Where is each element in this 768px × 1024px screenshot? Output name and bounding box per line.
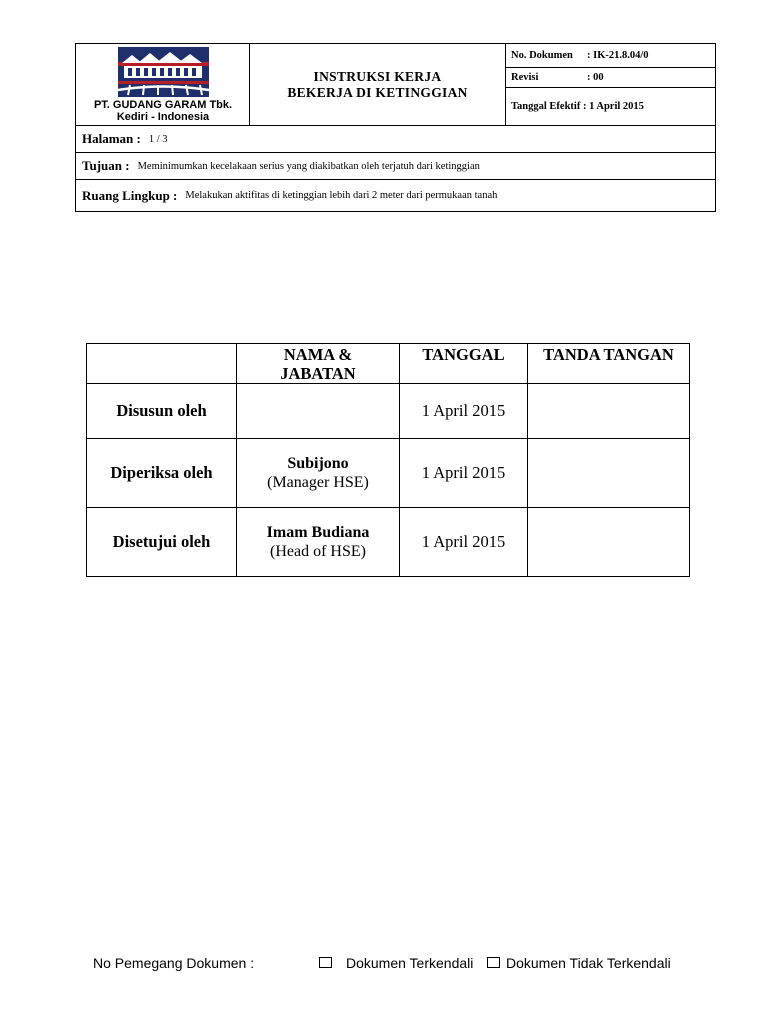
doc-number-label: No. Dokumen — [511, 50, 573, 61]
gudang-garam-logo-icon — [118, 47, 209, 97]
ruang-lingkup-value: Melakukan aktifitas di ketinggian lebih dari 2 meter dari permukaan tanah — [185, 190, 498, 201]
pemegang-dokumen-label: No Pemegang Dokumen : — [93, 955, 255, 971]
header-nama-line-2: JABATAN — [280, 364, 356, 383]
person-cell — [237, 384, 400, 439]
role-diperiksa: Diperiksa oleh — [87, 439, 237, 508]
header-empty-cell — [87, 344, 237, 384]
person-cell — [237, 508, 400, 577]
company-line-2: Kediri - Indonesia — [116, 111, 210, 123]
tujuan-value: Meminimumkan kecelakaan serius yang diakibatkan oleh terjatuh dari ketinggian — [137, 160, 480, 172]
signature-cell — [528, 439, 690, 508]
halaman-row — [76, 125, 715, 152]
document-title — [250, 44, 506, 125]
halaman-value: 1 / 3 — [148, 133, 168, 145]
dokumen-terkendali-label: Dokumen Terkendali — [346, 955, 474, 971]
tanggal-efektif-label: Tanggal Efektif : — [511, 101, 587, 112]
header-nama-line-1: NAMA & — [283, 345, 353, 364]
signature-cell — [528, 508, 690, 577]
revisi-label: Revisi — [511, 72, 539, 83]
halaman-label: Halaman : — [82, 131, 141, 146]
header-tanggal: TANGGAL — [400, 344, 528, 384]
table-row — [87, 439, 690, 508]
table-row — [87, 384, 690, 439]
person-cell — [237, 439, 400, 508]
doc-number-value: : IK-21.8.04/0 — [587, 50, 649, 61]
title-line-1: INSTRUKSI KERJA — [313, 68, 442, 84]
person-title: (Head of HSE) — [270, 543, 366, 560]
person-name: Subijono — [287, 455, 349, 472]
table-row — [87, 508, 690, 577]
meta-doc-number — [506, 44, 715, 68]
date-cell: 1 April 2015 — [400, 508, 528, 577]
ruang-lingkup-label: Ruang Lingkup : — [82, 187, 178, 203]
person-title: (Manager HSE) — [267, 474, 369, 491]
person-name: Imam Budiana — [266, 524, 370, 541]
signature-cell — [528, 384, 690, 439]
dokumen-terkendali-checkbox[interactable] — [319, 957, 332, 968]
logo-cell — [76, 44, 250, 125]
approval-table — [86, 343, 690, 577]
date-cell: 1 April 2015 — [400, 439, 528, 508]
document-footer — [0, 955, 768, 973]
meta-revisi — [506, 68, 715, 88]
ruang-lingkup-row — [76, 179, 715, 211]
meta-tanggal-efektif — [506, 88, 715, 125]
tujuan-label: Tujuan : — [82, 158, 130, 173]
revisi-value: : 00 — [587, 72, 604, 83]
role-disetujui: Disetujui oleh — [87, 508, 237, 577]
tujuan-row — [76, 152, 715, 179]
document-header — [75, 43, 716, 212]
document-meta — [506, 44, 715, 125]
company-line-1: PT. GUDANG GARAM Tbk. — [93, 99, 233, 111]
approval-header-row — [87, 344, 690, 384]
tanggal-efektif-value: 1 April 2015 — [589, 101, 644, 112]
title-line-2: BEKERJA DI KETINGGIAN — [287, 84, 468, 100]
date-cell: 1 April 2015 — [400, 384, 528, 439]
dokumen-tidak-terkendali-label: Dokumen Tidak Terkendali — [506, 955, 671, 971]
header-top-row — [76, 44, 715, 125]
role-disusun: Disusun oleh — [87, 384, 237, 439]
dokumen-tidak-terkendali-checkbox[interactable] — [487, 957, 500, 968]
header-nama-jabatan — [237, 344, 400, 384]
company-name — [76, 99, 250, 123]
header-tanda-tangan: TANDA TANGAN — [528, 344, 690, 384]
